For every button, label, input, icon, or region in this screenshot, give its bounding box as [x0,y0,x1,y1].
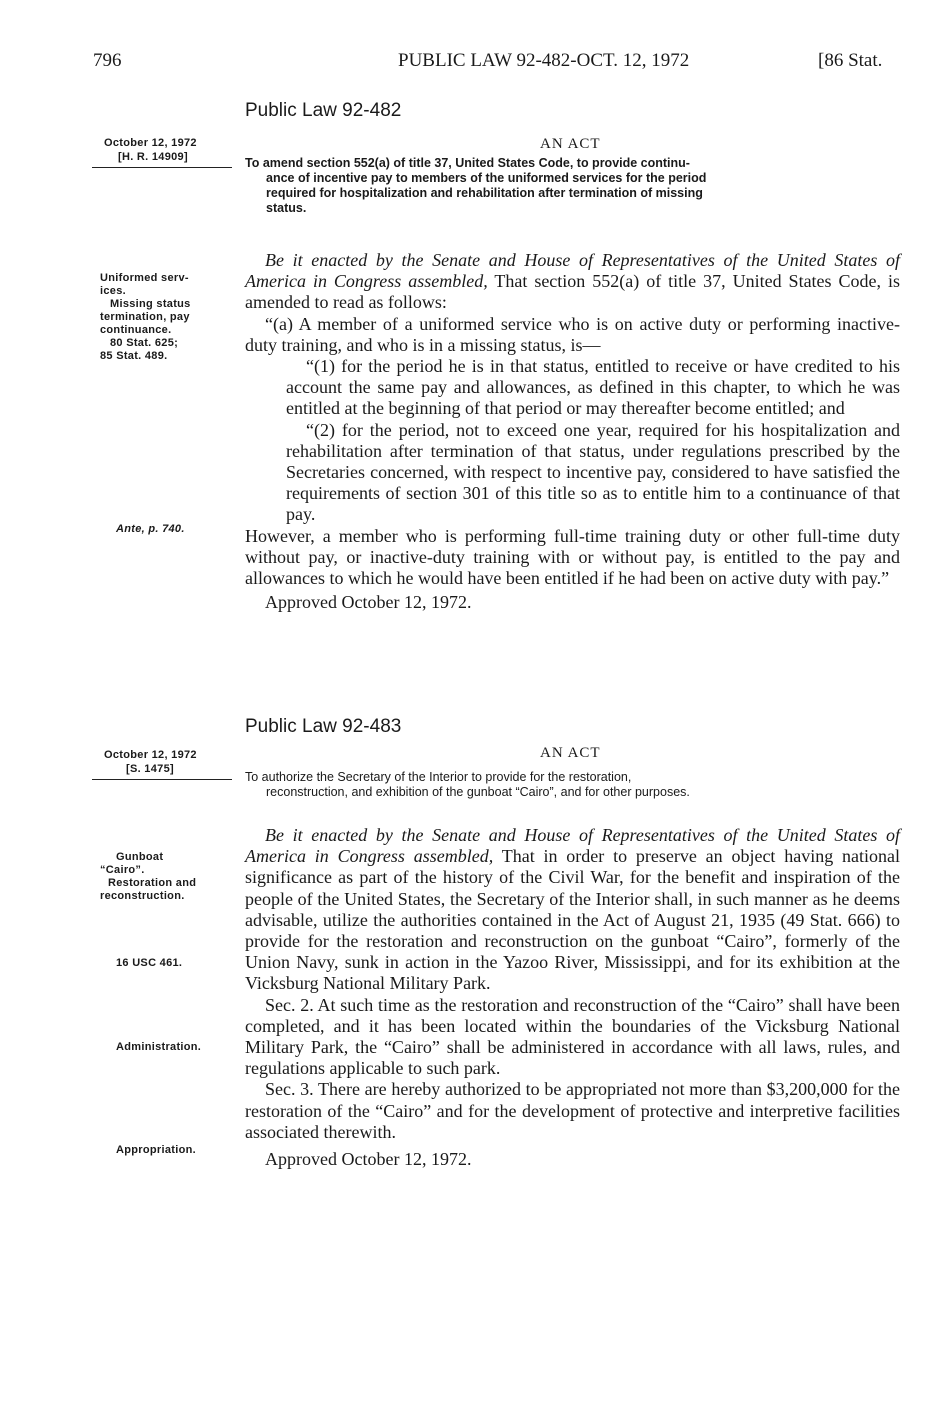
law1-purpose-line: To amend section 552(a) of title 37, United States Code, to provide continu- [245,156,690,170]
law1-enacting-clause [245,250,900,314]
margin-note: ices. [100,285,126,297]
law1-subsection-a: “(a) A member of a uniformed service who is on active duty or performing inactive-duty training, and who is in a missing status, is— [245,313,900,355]
law1-purpose-line: ance of incentive pay to members of the uniformed services for the period [266,171,707,185]
law2-purpose [245,770,900,800]
margin-appropriation: Appropriation. [116,1144,196,1156]
law1-bill: [H. R. 14909] [118,151,188,163]
law2-date: October 12, 1972 [104,749,197,761]
law2-margin-rule [92,779,232,780]
law2-an-act: AN ACT [540,745,601,761]
law1-margin-notes [100,272,240,363]
law2-approved: Approved October 12, 1972. [265,1149,472,1170]
law2-purpose-line: reconstruction, and exhibition of the gunboat “Cairo”, and for other purposes. [266,785,690,799]
enacting-rest: That section 552(a) of title 37, United States Code, is amended to read as follows: [245,271,900,313]
margin-note: continuance. [100,324,172,336]
law-title-92-483: Public Law 92-483 [245,716,402,737]
margin-note: termination, pay [100,311,190,323]
law1-body [245,250,900,613]
law1-clause-2: “(2) for the period, not to exceed one year, required for his hospitalization and rehabilitation after termination of that status, under regulations prescribed by the Secretaries concerned, with respect to incentive pay, considered to have satisfied the requirements of section 301 of this title so as to entitle him to a continuance of that pay. [286,419,900,525]
law1-approved: Approved October 12, 1972. [265,592,472,613]
law2-sec-3: Sec. 3. There are hereby authorized to be appropriated not more than $3,200,000 for the restoration of the “Cairo” and for the development of protective and interpretive facilities associated therewith. [245,1079,900,1142]
law1-purpose-line: required for hospitalization and rehabilitation after termination of missing [266,186,703,200]
law1-an-act: AN ACT [540,136,601,152]
margin-usc: 16 USC 461. [116,957,183,969]
law2-body [245,825,900,1170]
margin-note: reconstruction. [100,890,185,902]
law1-purpose-line: status. [266,201,307,215]
law1-date: October 12, 1972 [104,137,197,149]
law1-however: However, a member who is performing full-time training duty or other full-time duty without pay, or inactive-duty training with or without pay, is entitled to the pay and allowances to which he would have been entitled if he had been on active duty with pay.” [245,525,900,589]
margin-note: Gunboat [116,851,164,863]
law2-purpose-line: To authorize the Secretary of the Interior to provide for the restoration, [245,770,632,784]
law2-margin-gunboat [100,851,240,903]
law1-clause-1: “(1) for the period he is in that status, entitled to receive or have credited to his account the same pay and allowances, as defined in this chapter, to which he was entitled at the beginning of that period or may thereafter become entitled; and [286,356,900,419]
enacting-italic: Be it enacted by the Senate and House of Representatives of the United States of America in Congress assembled, [245,250,900,292]
enacting-italic: Be it enacted by the Senate and House of Representatives of the United States of America in Congress assembled, [245,825,900,867]
margin-note: Restoration and [108,877,197,889]
margin-administration: Administration. [116,1041,202,1053]
law1-purpose [245,156,900,216]
margin-ante: Ante, p. 740. [116,523,185,535]
margin-note: “Cairo”. [100,864,145,876]
law2-enacting-clause [245,825,900,995]
enacting-rest: That in order to preserve an object having national significance as part of the history of the Civil War, for the benefit and inspiration of the people of the United States, the Secretary of the Interior shall, in such manner as he deems advisable, utilize the authorities contained in the Act of August 21, 1935 (49 Stat. 666) to provide for the restoration and reconstruction on the gunboat “Cairo”, formerly of the Union Navy, sunk in action in the Yazoo River, Mississippi, and for its exhibition at the Vicksburg National Military Park. [245,846,901,994]
law2-bill: [S. 1475] [126,763,174,775]
margin-note: 80 Stat. 625; [110,337,179,349]
running-title: PUBLIC LAW 92-482-OCT. 12, 1972 [398,50,690,71]
volume-reference: [86 Stat. [818,50,883,71]
margin-note: 85 Stat. 489. [100,350,168,362]
margin-note: Uniformed serv- [100,272,189,284]
page-number: 796 [93,50,122,71]
law-title-92-482: Public Law 92-482 [245,100,402,121]
law1-clauses [245,356,900,526]
law2-sec-2: Sec. 2. At such time as the restoration and reconstruction of the “Cairo” shall have been completed, and it has been located within the boundaries of the Vicksburg National Military Park, the “Cairo” shall be administered in accordance with all laws, rules, and regulations applicable to such park. [245,994,900,1079]
law1-margin-rule [92,167,232,168]
margin-note: Missing status [110,298,191,310]
